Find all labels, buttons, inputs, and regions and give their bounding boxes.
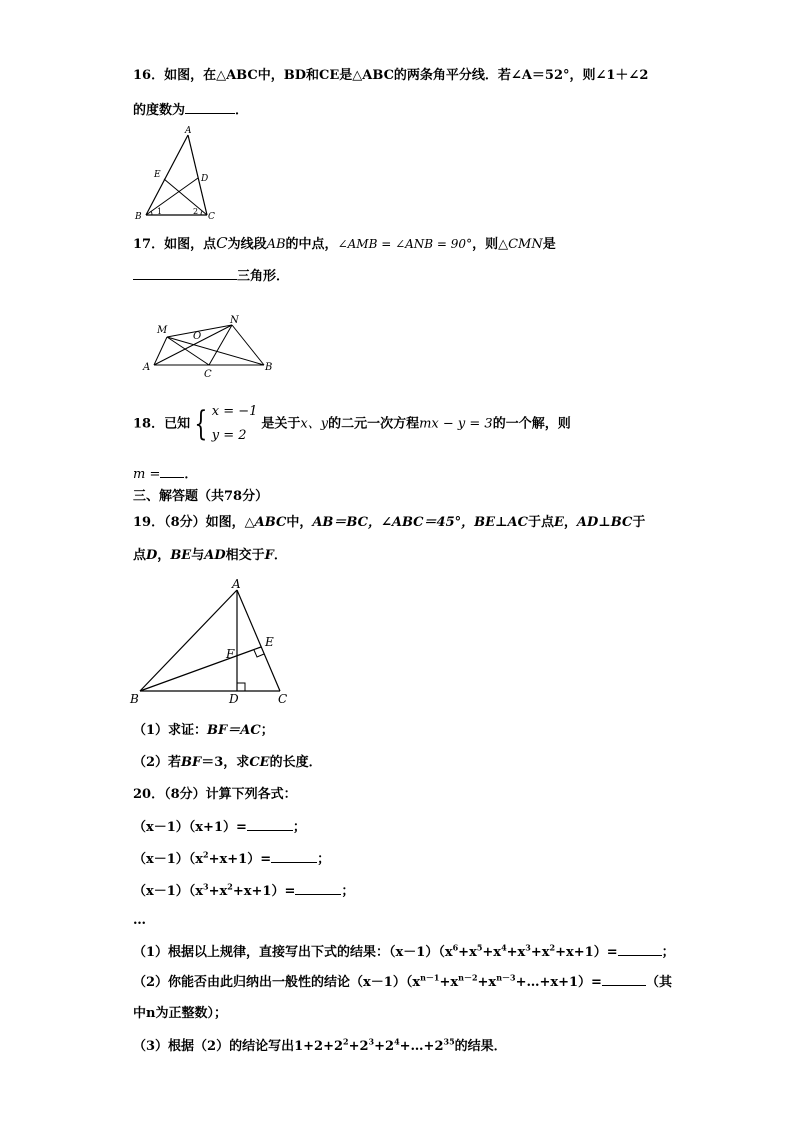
q19-var-e: E <box>553 515 564 530</box>
sup: 2 <box>203 849 209 860</box>
q19-text-i: 相交于 <box>225 548 265 563</box>
q18-text-suffix: 的一个解，则 <box>492 416 571 432</box>
sup: n－1 <box>420 972 440 983</box>
q19-text-c: 于点 <box>527 515 554 530</box>
q18-line1 <box>133 400 571 449</box>
label-D: D <box>201 174 209 184</box>
label-O: O <box>193 331 202 342</box>
q16-line2 <box>133 101 248 120</box>
q17-text-b: 为线段 <box>227 237 267 252</box>
answer-blank-q18[interactable] <box>160 465 184 478</box>
q20-s3e: 的结果． <box>454 1039 507 1054</box>
q19-tri: △ABC <box>244 515 287 530</box>
q18-text-mid: 是关于 <box>261 416 301 432</box>
q20-e3c: +x+1）= <box>232 884 296 899</box>
q20-s1e: +x <box>530 945 550 960</box>
q20-s1d: +x <box>506 945 526 960</box>
q17-figure <box>140 315 275 380</box>
sup: 2 <box>227 881 233 892</box>
q16-period: ． <box>235 103 249 118</box>
label-A: A <box>185 126 192 136</box>
q18-text-mid2: 的二元一次方程 <box>328 416 420 432</box>
label-2: 2 <box>193 207 199 216</box>
q19-sub2-text2: ＝3，求 <box>201 755 250 770</box>
label-E: E <box>154 170 161 180</box>
sup: 35 <box>443 1036 455 1047</box>
sup: 3 <box>368 1036 375 1047</box>
semicolon: ； <box>661 945 675 960</box>
label-B: B <box>130 692 139 706</box>
q20-sub1 <box>133 943 675 962</box>
q20-s1b: +x <box>458 945 477 960</box>
sup: 4 <box>501 942 507 953</box>
sup: 2 <box>549 942 556 953</box>
q20-s3b: +2 <box>348 1039 369 1054</box>
label-E: E <box>265 635 274 649</box>
sup: 3 <box>203 881 209 892</box>
q19-var-d: D <box>146 548 158 563</box>
q19-text-a: 19．（8分）如图， <box>133 515 245 530</box>
q20-e1: （x－1）（x+1）= <box>133 820 247 835</box>
q20-s1a: （1）根据以上规律，直接写出下式的结果：（x－1）（x <box>133 945 453 960</box>
q19-sub2-bf: BF <box>181 755 202 770</box>
q18-line2 <box>133 465 197 484</box>
q17-text-d: ，则△ <box>472 237 509 252</box>
label-C: C <box>278 692 288 706</box>
q20-s2e: （其 <box>645 975 672 990</box>
q19-figure <box>130 576 300 706</box>
sup: 5 <box>476 942 483 953</box>
q18-text-prefix: 18．已知 <box>133 416 191 432</box>
sup: 4 <box>394 1036 400 1047</box>
q20-s2d: +…+x+1）= <box>515 975 602 990</box>
q17-line1 <box>133 234 556 254</box>
sup: 3 <box>525 942 531 953</box>
q19-text-d: ， <box>563 515 577 530</box>
q18-vars: x、y <box>300 416 329 432</box>
section-heading: 三、解答题（共78分） <box>133 489 269 504</box>
q16-line1: 16．如图，在△ABC中，BD和CE是△ABC的两条角平分线．若∠A＝52°，则∠1＋∠2 <box>133 68 649 83</box>
q20-sub2-cont: 中n为正整数）； <box>133 1006 227 1021</box>
q17-text-e: 是 <box>542 237 556 252</box>
answer-blank-q16[interactable] <box>185 101 235 114</box>
q18-equation: mx − y = 3 <box>419 416 493 432</box>
q17-var-c: C <box>216 234 228 252</box>
q19-line1 <box>133 514 645 532</box>
answer-blank-q20-1[interactable] <box>247 818 293 831</box>
q19-cond2: AD⊥BC <box>576 515 633 530</box>
sup: 2 <box>343 1036 349 1047</box>
q19-text-j: ． <box>273 548 287 563</box>
q20-s1c: +x <box>482 945 502 960</box>
semicolon: ； <box>317 852 331 867</box>
q16-figure <box>135 125 215 220</box>
sup: 6 <box>452 942 459 953</box>
q20-s3c: +2 <box>374 1039 395 1054</box>
answer-blank-q20-s1[interactable] <box>618 943 662 956</box>
label-N: N <box>230 315 239 326</box>
label-C: C <box>204 369 212 380</box>
answer-blank-q20-s2[interactable] <box>602 973 646 986</box>
label-D: D <box>229 692 239 706</box>
q19-text-e: 于 <box>632 515 646 530</box>
q20-expr2 <box>133 850 330 869</box>
q20-s2c: +x <box>477 975 497 990</box>
q20-e2a: （x－1）（x <box>133 852 204 867</box>
q19-line2 <box>133 547 287 565</box>
q18-m: m = <box>133 467 161 482</box>
q20-e3b: +x <box>208 884 228 899</box>
q19-sub2 <box>133 754 322 772</box>
q20-s2a: （2）你能否由此归纳出一般性的结论（x－1）（x <box>133 975 421 990</box>
sup: n－3 <box>496 972 516 983</box>
q19-sub2-text: （2）若 <box>133 755 182 770</box>
q18-eq2: y = 2 <box>211 428 247 443</box>
label-C: C <box>208 212 215 222</box>
system-brace: { <box>194 404 208 444</box>
q19-sub2-ce: CE <box>249 755 270 770</box>
q19-sub1-end: ； <box>260 723 274 738</box>
q17-var-ab: AB <box>266 237 286 252</box>
q19-cond: AB＝BC，∠ABC＝45°，BE⊥AC <box>312 515 528 530</box>
q20-e2b: +x+1）= <box>208 852 272 867</box>
semicolon: ； <box>341 884 355 899</box>
q19-var-be: BE <box>170 548 192 563</box>
q17-angles: ∠AMB = ∠ANB = 90° <box>337 237 473 251</box>
q19-sub1 <box>133 722 274 740</box>
q19-text-b: 中， <box>286 515 313 530</box>
q17-text-c: 的中点， <box>285 237 338 252</box>
q20-expr3 <box>133 882 354 901</box>
q20-sub3 <box>133 1038 507 1056</box>
q20-s1f: +x+1）= <box>555 945 618 960</box>
q17-text-f: 三角形． <box>237 269 290 284</box>
q19-text-h: 与 <box>191 548 205 563</box>
q20-sub2 <box>133 973 672 992</box>
q20-title: 20．（8分）计算下列各式： <box>133 787 297 802</box>
q19-sub1-text: （1）求证： <box>133 723 208 738</box>
q19-sub1-expr: BF＝AC <box>207 723 261 738</box>
q20-expr1 <box>133 818 306 837</box>
label-F: F <box>226 647 235 661</box>
q19-text-f: 点 <box>133 548 147 563</box>
q18-period: ． <box>184 467 198 482</box>
label-A: A <box>143 362 151 373</box>
q20-e3a: （x－1）（x <box>133 884 204 899</box>
sup: n－2 <box>458 972 478 983</box>
q20-ellipsis: … <box>133 913 146 928</box>
answer-blank-q20-2[interactable] <box>271 850 317 863</box>
q20-s3a: （3）根据（2）的结论写出1+2+2 <box>133 1039 344 1054</box>
q17-var-cmn: CMN <box>508 237 543 252</box>
q19-var-ad: AD <box>204 548 226 563</box>
q17-line2 <box>133 267 289 286</box>
label-1: 1 <box>157 207 163 216</box>
answer-blank-q17[interactable] <box>133 267 237 280</box>
q20-s2b: +x <box>439 975 459 990</box>
q18-system <box>212 400 258 448</box>
label-B: B <box>135 212 142 222</box>
answer-blank-q20-3[interactable] <box>295 882 341 895</box>
q19-var-f: F <box>264 548 274 563</box>
semicolon: ； <box>292 820 306 835</box>
q17-text-a: 17．如图，点 <box>133 237 217 252</box>
label-A: A <box>232 577 241 591</box>
q19-text-g: ， <box>157 548 171 563</box>
q16-text: 的度数为 <box>133 103 186 118</box>
label-M: M <box>157 325 168 336</box>
q20-s3d: +…+2 <box>399 1039 444 1054</box>
q18-eq1: x = −1 <box>211 404 258 419</box>
label-B: B <box>265 362 273 373</box>
q19-sub2-end: 的长度． <box>269 755 322 770</box>
